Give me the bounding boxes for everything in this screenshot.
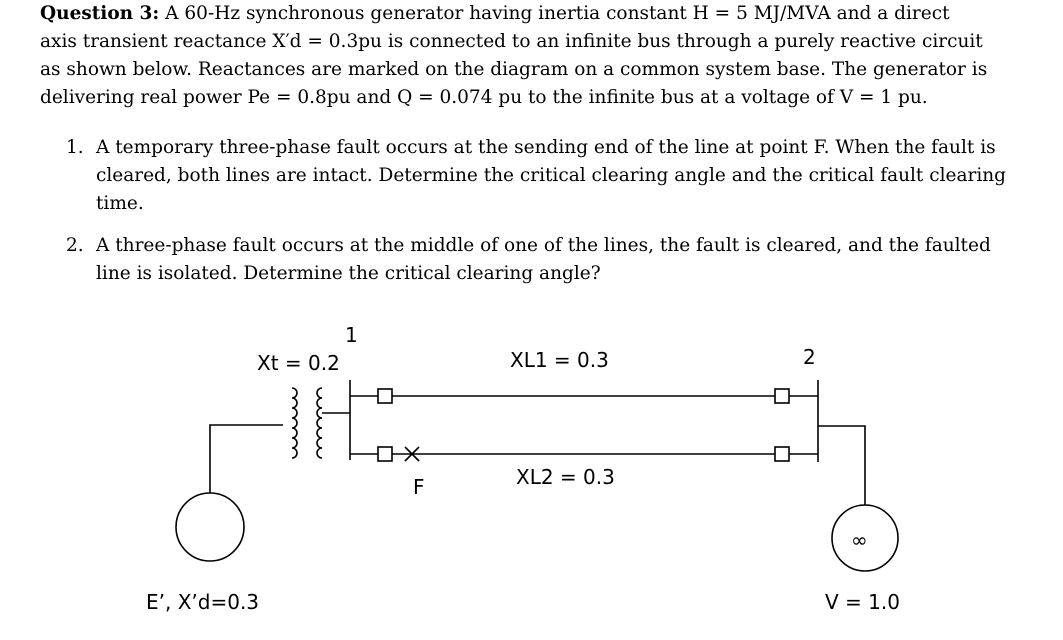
fault-label: F bbox=[413, 475, 425, 499]
question-line-2: axis transient reactance X′d = 0.3pu is connected to an infinite bus through a purely reactive circuit bbox=[40, 31, 983, 52]
part-1-line-1: A temporary three-phase fault occurs at the sending end of the line at point F. When the fault is bbox=[96, 137, 996, 158]
infinite-symbol: ∞ bbox=[851, 528, 868, 552]
line-1-reactance-label: XL1 = 0.3 bbox=[510, 348, 609, 372]
bus-1-label: 1 bbox=[345, 323, 358, 347]
part-2-line-2: line is isolated. Determine the critical clearing angle? bbox=[96, 263, 601, 284]
question-line-3: as shown below. Reactances are marked on the diagram on a common system base. The generator is bbox=[40, 59, 988, 80]
part-2 bbox=[62, 232, 1017, 288]
breaker-line-2-sending bbox=[378, 447, 392, 461]
question-label: Question 3: bbox=[40, 3, 160, 24]
part-1-number: 1. bbox=[66, 137, 84, 158]
breaker-line-2-receiving bbox=[775, 447, 789, 461]
bus-2-label: 2 bbox=[803, 345, 816, 369]
generator-lead bbox=[210, 425, 283, 493]
question-line-1 bbox=[40, 0, 1020, 28]
generator-symbol bbox=[176, 493, 244, 561]
part-2-number: 2. bbox=[66, 235, 84, 256]
generator-label: E’, X’d=0.3 bbox=[146, 590, 260, 614]
line-2-reactance-label: XL2 = 0.3 bbox=[516, 465, 615, 489]
transformer-secondary-winding bbox=[317, 388, 322, 458]
part-2-line-1: A three-phase fault occurs at the middle of one of the lines, the fault is cleared, and the faulted bbox=[96, 235, 991, 256]
infinite-bus-lead bbox=[818, 426, 865, 505]
question-text-1: A 60-Hz synchronous generator having inertia constant H = 5 MJ/MVA and a direct bbox=[165, 3, 950, 24]
part-1-line-2: cleared, both lines are intact. Determine the critical clearing angle and the critical fault clearing bbox=[96, 165, 1007, 186]
transformer-primary-winding bbox=[292, 388, 297, 458]
breaker-line-1-receiving bbox=[775, 389, 789, 403]
breaker-line-1-sending bbox=[378, 389, 392, 403]
part-1-line-3: time. bbox=[96, 193, 144, 214]
transformer-reactance-label: Xt = 0.2 bbox=[257, 351, 340, 375]
question-line-4: delivering real power Pe = 0.8pu and Q = 0.074 pu to the infinite bus at a voltage of V = 1 pu. bbox=[40, 87, 928, 108]
part-1 bbox=[62, 134, 1017, 218]
question-statement bbox=[40, 0, 1020, 112]
question-parts-list bbox=[62, 134, 1017, 302]
infinite-bus-voltage-label: V = 1.0 bbox=[825, 590, 900, 614]
circuit-diagram bbox=[0, 300, 1063, 640]
